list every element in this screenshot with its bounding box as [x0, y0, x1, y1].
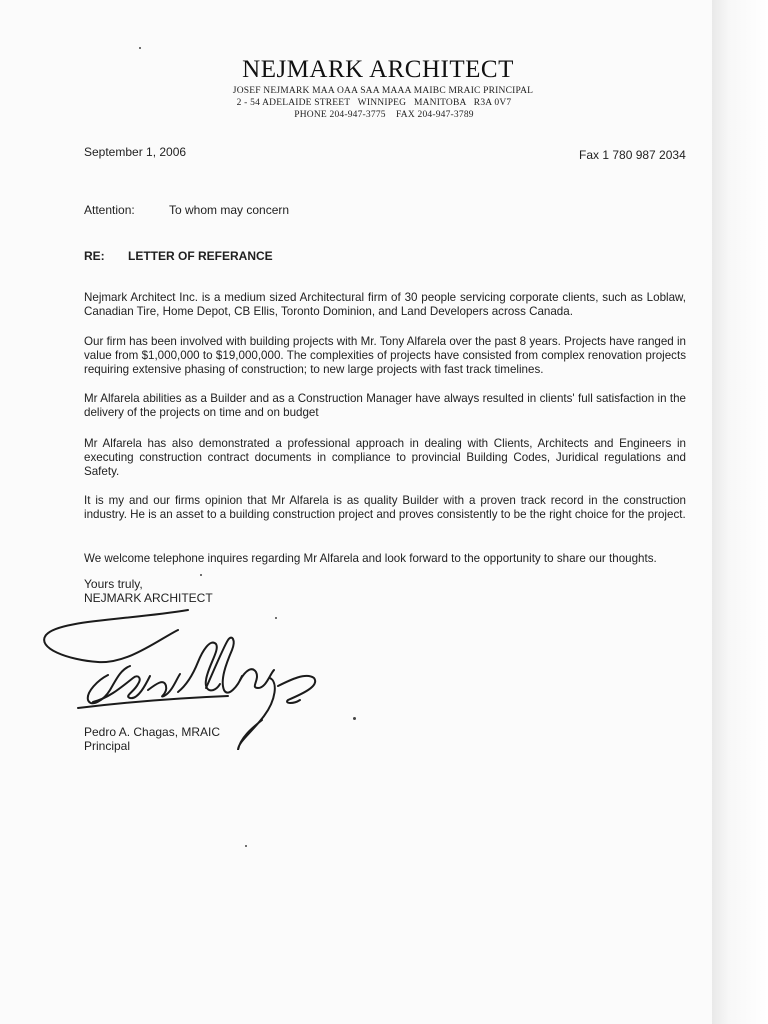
- attention-label: Attention:: [84, 203, 135, 217]
- firm-name: NEJMARK ARCHITECT: [242, 56, 514, 83]
- letter-date: September 1, 2006: [84, 145, 187, 159]
- closing-firm: NEJMARK ARCHITECT: [84, 591, 213, 605]
- letterhead-phone-line: PHONE 204-947-3775 FAX 204-947-3789: [294, 110, 474, 120]
- scan-speck: [139, 47, 141, 49]
- body-paragraph: Our firm has been involved with building projects with Mr. Tony Alfarela over the past 8 years. Projects have ranged in value from $1,000,000 to $19,000,000. The complexities of projects have consisted from complex renovation projects requiring extensive phasing of construction; to new large projects with fast track timelines.: [84, 335, 686, 377]
- fax-number: Fax 1 780 987 2034: [579, 148, 686, 162]
- body-paragraph: Mr Alfarela abilities as a Builder and as a Construction Manager have always resulted in clients' full satisfaction in the delivery of the projects on time and on budget: [84, 392, 686, 420]
- re-subject: LETTER OF REFERANCE: [128, 249, 273, 263]
- scan-speck: [200, 574, 202, 576]
- body-paragraph: We welcome telephone inquires regarding Mr Alfarela and look forward to the opportunity to share our thoughts.: [84, 552, 657, 565]
- body-paragraph: Mr Alfarela has also demonstrated a professional approach in dealing with Clients, Architects and Engineers in executing construction contract documents in compliance to provincial Building Codes, Juridical regulations and Safety.: [84, 437, 686, 479]
- scan-speck: [245, 845, 247, 847]
- body-paragraph: Nejmark Architect Inc. is a medium sized Architectural firm of 30 people servicing corporate clients, such as Loblaw, Canadian Tire, Home Depot, CB Ellis, Toronto Dominion, and Land Developers across Canada.: [84, 291, 686, 319]
- signer-name: Pedro A. Chagas, MRAIC: [84, 725, 221, 739]
- closing-salutation: Yours truly,: [84, 577, 143, 591]
- letterhead-principal-line: JOSEF NEJMARK MAA OAA SAA MAAA MAIBC MRAIC PRINCIPAL: [232, 86, 534, 96]
- attention-value: To whom may concern: [169, 203, 290, 217]
- re-label: RE:: [84, 249, 105, 263]
- signer-title: Principal: [84, 739, 131, 753]
- scan-page-edge: [712, 0, 768, 1024]
- letterhead-address-line: 2 - 54 ADELAIDE STREET WINNIPEG MANITOBA R3A 0V7: [236, 98, 512, 108]
- scan-speck: [353, 717, 356, 720]
- body-paragraph: It is my and our firms opinion that Mr Alfarela is as quality Builder with a proven track record in the construction industry. He is an asset to a building construction project and proves consistently to be the right choice for the project.: [84, 494, 686, 522]
- letterhead: [0, 56, 768, 121]
- scan-speck: [275, 617, 277, 619]
